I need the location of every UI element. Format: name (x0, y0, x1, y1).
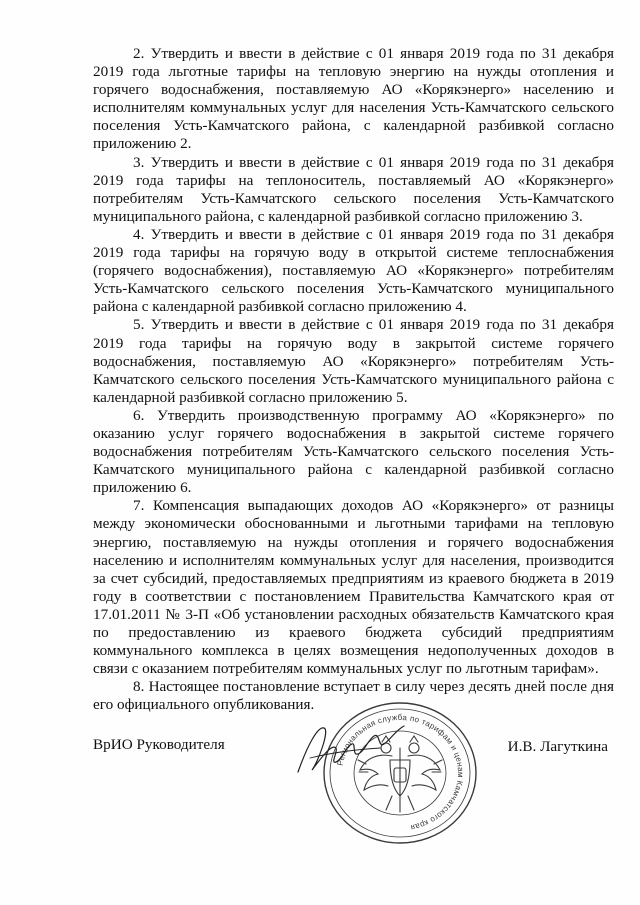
signature-block (0, 712, 640, 840)
paragraph-8: 8. Настоящее постановление вступает в силу через десять дней после дня его официального опубликования. (93, 678, 614, 714)
paragraph-6: 6. Утвердить производственную программу АО «Корякэнерго» по оказанию услуг горячего водоснабжения в закрытой системе горячего водоснабжения потребителям Усть-Камчатского сельского поселения Усть-Камчатского муниципального района с календарной разбивкой согласно приложению 6. (93, 406, 614, 497)
paragraph-4: 4. Утвердить и ввести в действие с 01 января 2019 года по 31 декабря 2019 года тарифы на горячую воду в открытой системе теплоснабжения (горячего водоснабжения), поставляемую АО «Корякэнерго» потребителям Усть-Камчатского сельского поселения Усть-Камчатского муниципального района с календарной разбивкой согласно приложению 4. (93, 225, 614, 316)
paragraph-3: 3. Утвердить и ввести в действие с 01 января 2019 года по 31 декабря 2019 года тарифы на теплоноситель, поставляемый АО «Корякэнерго» потребителям Усть-Камчатского сельского поселения Усть-Камчатского муниципального района, с календарной разбивкой согласно приложению 3. (93, 153, 614, 225)
signer-name: И.В. Лагуткина (507, 738, 608, 755)
signer-title: ВрИО Руководителя (93, 736, 225, 753)
document-body (93, 45, 614, 714)
seal-ring-text: Региональная служба по тарифам и ценам Камчатского края (335, 712, 466, 833)
paragraph-7: 7. Компенсация выпадающих доходов АО «Корякэнерго» от разницы между экономически обоснованными и льготными тарифами на тепловую энергию, поставляемую на нужды отопления и горячего водоснабжения населению и исполнителям коммунальных услуг для населения, производится за счет субсидий, предоставляемых предприятиям из краевого бюджета в 2019 году в соответствии с постановлением Правительства Камчатского края от 17.01.2011 № 3-П «Об установлении расходных обязательств Камчатского края по предоставлению из краевого бюджета субсидий предприятиям коммунального комплекса в целях возмещения недополученных доходов в связи с оказанием потребителям коммунальных услуг по льготным тарифам». (93, 497, 614, 678)
paragraph-2: 2. Утвердить и ввести в действие с 01 января 2019 года по 31 декабря 2019 года льготные тарифы на тепловую энергию на нужды отопления и горячего водоснабжения, поставляемую АО «Корякэнерго» населению и исполнителям коммунальных услуг для населения Усть-Камчатского сельского поселения Усть-Камчатского района, с календарной разбивкой согласно приложению 2. (93, 45, 614, 153)
paragraph-5: 5. Утвердить и ввести в действие с 01 января 2019 года по 31 декабря 2019 года тарифы на горячую воду в закрытой системе горячего водоснабжения, поставляемую АО «Корякэнерго» потребителям Усть-Камчатского сельского поселения Усть-Камчатского муниципального района с календарной разбивкой согласно приложению 5. (93, 316, 614, 406)
handwritten-signature-icon (290, 714, 420, 784)
